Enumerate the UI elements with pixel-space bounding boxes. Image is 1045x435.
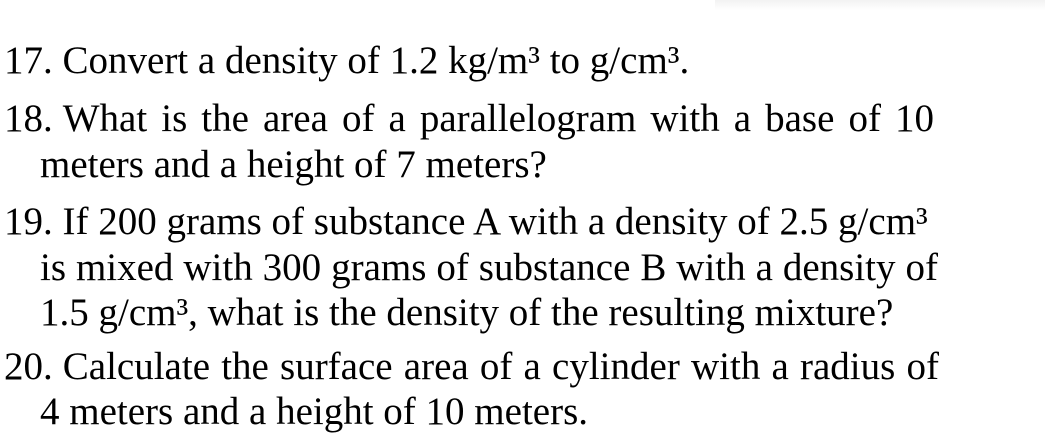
question-20-text-line-2: 4 meters and a height of 10 meters. xyxy=(40,390,588,433)
question-20-line-2 xyxy=(40,389,588,435)
question-17-number: 17. xyxy=(4,39,53,82)
question-19-line-2: is mixed with 300 grams of substance B with a density of xyxy=(40,246,938,289)
question-18-text-line-2: meters and a height of 7 meters? xyxy=(40,143,547,186)
question-17-line-1 xyxy=(4,38,689,84)
question-18-text-line-1: What is the area of a parallelogram with a base of 10 xyxy=(62,97,934,140)
question-20-line-1 xyxy=(4,344,939,390)
question-18-line-2 xyxy=(40,142,547,188)
question-19-number: 19. xyxy=(4,200,53,243)
question-18-number: 18. xyxy=(4,97,53,140)
question-19-text-line-1: If 200 grams of substance A with a density of 2.5 g/cm³ xyxy=(62,200,928,243)
question-18-line-1 xyxy=(4,96,934,142)
question-17-text: Convert a density of 1.2 kg/m³ to g/cm³. xyxy=(62,39,690,82)
question-19-text-line-3: 1.5 g/cm³, what is the density of the resulting mixture? xyxy=(40,291,894,334)
question-19-line-1 xyxy=(4,199,928,245)
question-19-line-3 xyxy=(40,290,893,336)
question-20-number: 20. xyxy=(4,345,53,388)
question-20-text-line-1: Calculate the surface area of a cylinder with a radius of xyxy=(62,345,939,388)
